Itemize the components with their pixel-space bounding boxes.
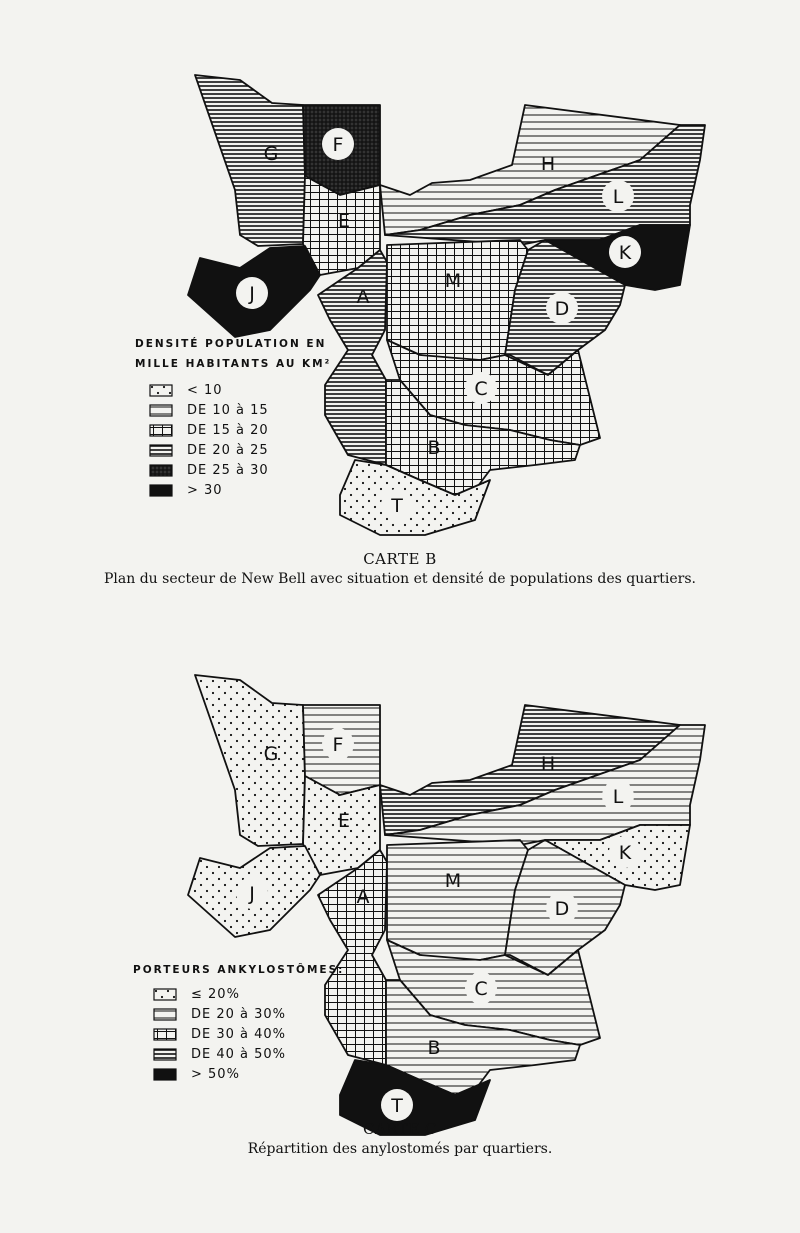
district-label-k: K xyxy=(618,242,632,264)
legend-label: DE 30 à 40% xyxy=(191,1026,287,1042)
legend-swatch xyxy=(153,1068,177,1081)
district-label-e: E xyxy=(337,810,351,832)
carte-b-description: Plan du secteur de New Bell avec situation et densité de populations des quartiers. xyxy=(104,571,696,587)
legend-swatch xyxy=(149,484,173,497)
legend-item xyxy=(149,480,331,500)
district-label-d: D xyxy=(554,898,570,920)
legend-label: > 30 xyxy=(187,482,223,498)
district-label-t: T xyxy=(391,495,403,517)
legend-swatch xyxy=(149,424,173,437)
legend-label: DE 20 à 25 xyxy=(187,442,269,458)
legend-item xyxy=(153,1064,344,1084)
legend-title-line-2: MILLE HABITANTS AU KM² xyxy=(135,358,332,370)
legend-item xyxy=(153,1044,344,1064)
legend-item xyxy=(153,984,344,1004)
legend-swatch xyxy=(153,1028,177,1041)
legend-label: DE 10 à 15 xyxy=(187,402,269,418)
district-label-e: E xyxy=(337,210,351,232)
legend-label: ≤ 20% xyxy=(191,986,240,1002)
legend-item xyxy=(153,1024,344,1044)
district-label-b: B xyxy=(427,437,441,459)
district-label-d: D xyxy=(554,298,570,320)
district-label-k: K xyxy=(618,842,632,864)
district-label-a: A xyxy=(356,286,370,308)
legend-swatch xyxy=(153,1048,177,1061)
legend-label: > 50% xyxy=(191,1066,240,1082)
legend-label: < 10 xyxy=(187,382,223,398)
district-label-j: J xyxy=(249,883,255,905)
district-label-f: F xyxy=(332,134,344,156)
legend-swatch xyxy=(149,464,173,477)
carte-b-caption xyxy=(0,550,800,587)
district-label-m: M xyxy=(444,870,462,892)
district-label-f: F xyxy=(332,734,344,756)
carte-b-map xyxy=(0,0,800,600)
district-g xyxy=(195,675,305,846)
district-label-b: B xyxy=(427,1037,441,1059)
legend-label: DE 15 à 20 xyxy=(187,422,269,438)
legend-item xyxy=(149,380,331,400)
legend-item xyxy=(153,1004,344,1024)
district-g xyxy=(195,75,305,246)
district-label-h: H xyxy=(540,753,556,775)
district-label-g: G xyxy=(263,143,279,165)
legend-item xyxy=(149,460,331,480)
district-label-h: H xyxy=(540,153,556,175)
carte-c-description: Répartition des anylostomés par quartiers. xyxy=(247,1141,553,1157)
district-label-m: M xyxy=(444,270,462,292)
carte-b-title: CARTE B xyxy=(363,550,437,568)
legend-swatch xyxy=(149,444,173,457)
legend-item xyxy=(149,420,331,440)
legend-label: DE 40 à 50% xyxy=(191,1046,287,1062)
district-label-l: L xyxy=(612,186,624,208)
legend-swatch xyxy=(149,384,173,397)
district-label-t: T xyxy=(391,1095,403,1117)
legend-label: DE 20 à 30% xyxy=(191,1006,287,1022)
legend-item xyxy=(149,440,331,460)
legend-label: DE 25 à 30 xyxy=(187,462,269,478)
legend-item xyxy=(149,400,331,420)
carte-c-legend xyxy=(133,960,344,1084)
carte-b-legend xyxy=(135,334,331,500)
district-label-j: J xyxy=(249,283,255,305)
legend-swatch xyxy=(153,988,177,1001)
legend-swatch xyxy=(153,1008,177,1021)
carte-c xyxy=(0,600,800,1233)
carte-c-title: CARTE C xyxy=(362,1120,438,1138)
carte-c-caption xyxy=(0,1120,800,1157)
legend-swatch xyxy=(149,404,173,417)
carte-b xyxy=(0,0,800,600)
district-label-g: G xyxy=(263,743,279,765)
district-label-l: L xyxy=(612,786,624,808)
district-label-c: C xyxy=(474,378,488,400)
district-label-c: C xyxy=(474,978,488,1000)
legend-title-line-1: DENSITÉ POPULATION EN xyxy=(135,338,327,350)
district-label-a: A xyxy=(356,886,370,908)
legend-title: PORTEURS ANKYLOSTÔMES: xyxy=(133,964,345,976)
